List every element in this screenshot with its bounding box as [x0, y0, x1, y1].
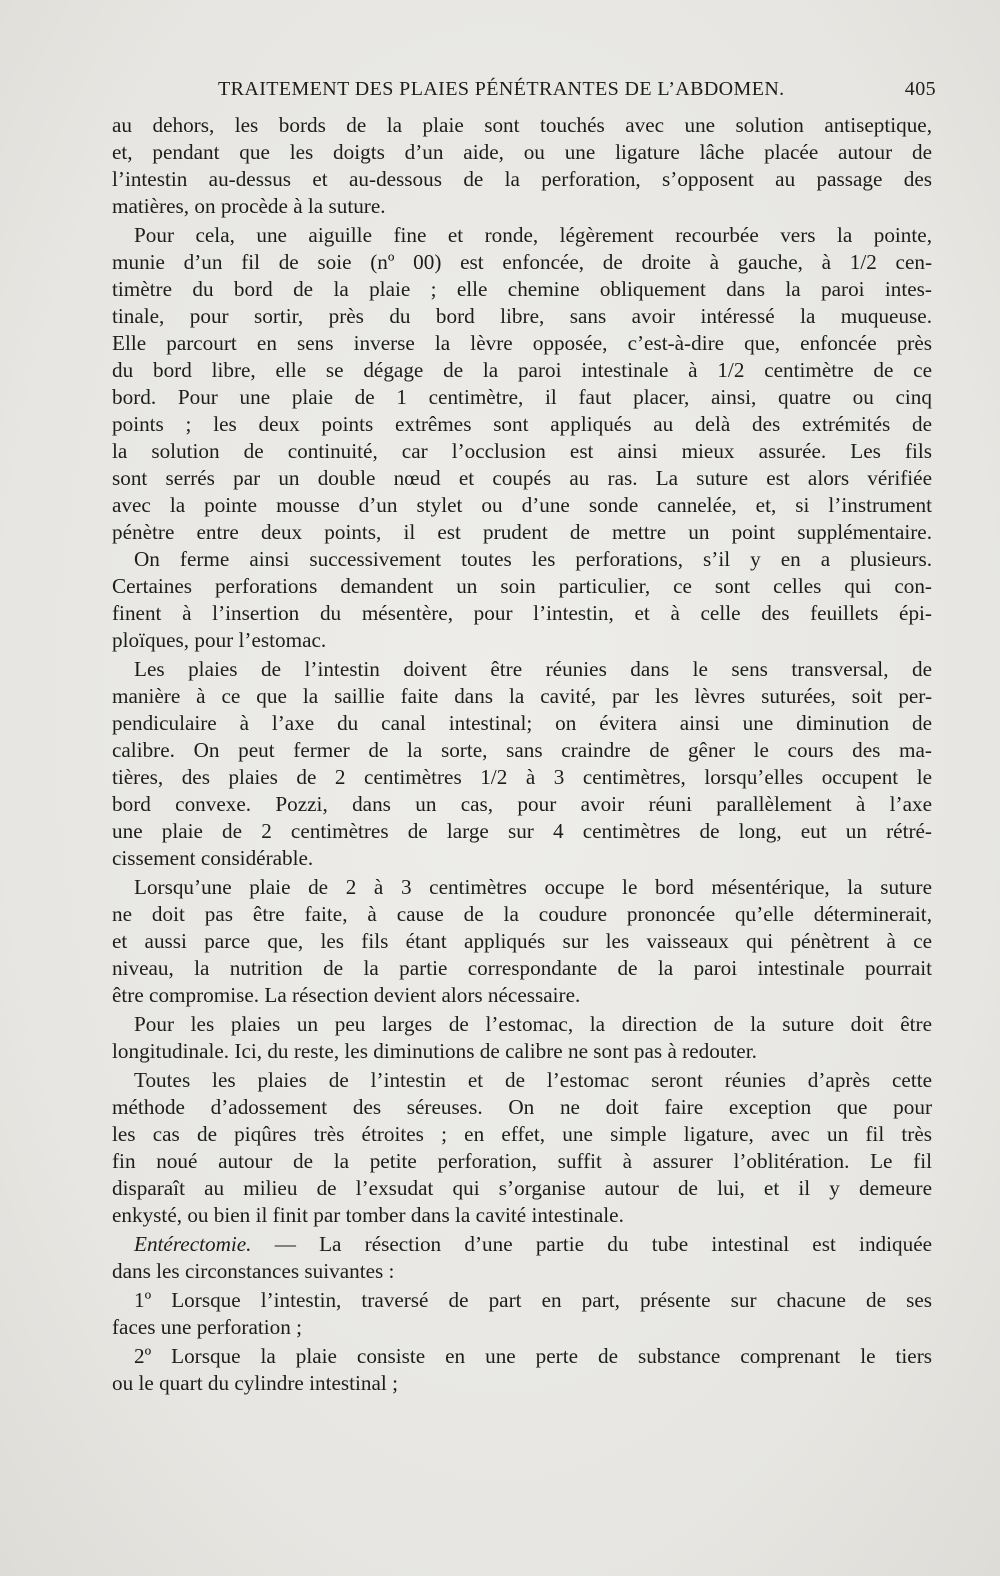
text-line: Toutes les plaies de l’intestin et de l’estomac seront réunies d’après cette	[134, 1068, 932, 1092]
text-line: cissement considérable.	[112, 846, 314, 870]
text-line: disparaît au milieu de l’exsudat qui s’organise autour de lui, et il y demeure	[112, 1176, 932, 1200]
page-number: 405	[904, 78, 936, 100]
text-line: être compromise. La résection devient alors nécessaire.	[112, 983, 581, 1007]
text-line: les cas de piqûres très étroites ; en effet, une simple ligature, avec un fil très	[112, 1122, 932, 1146]
text-line: dans les circonstances suivantes :	[112, 1259, 395, 1283]
text-line: sont serrés par un double nœud et coupés au ras. La suture est alors vérifiée	[112, 466, 932, 490]
text-line: Pour cela, une aiguille fine et ronde, légèrement recourbée vers la pointe,	[134, 223, 932, 247]
body-text	[112, 112, 932, 1397]
text-line: 2º Lorsque la plaie consiste en une perte de substance comprenant le tiers	[134, 1344, 932, 1368]
text-line: fin noué autour de la petite perforation, suffit à assurer l’oblitération. Le fil	[112, 1149, 932, 1173]
text-line: enkysté, ou bien il finit par tomber dans la cavité intestinale.	[112, 1203, 624, 1227]
text-line: tières, des plaies de 2 centimètres 1/2 à 3 centimètres, lorsqu’elles occupent le	[112, 765, 932, 789]
text-line: bord convexe. Pozzi, dans un cas, pour avoir réuni parallèlement à l’axe	[112, 792, 932, 816]
text-line: au dehors, les bords de la plaie sont touchés avec une solution antiseptique,	[112, 113, 932, 137]
section-title-enterectomie: Entérectomie.	[134, 1232, 252, 1256]
text-line: et aussi parce que, les fils étant appliqués sur les vaisseaux qui pénètrent à ce	[112, 929, 932, 953]
running-title: TRAITEMENT DES PLAIES PÉNÉTRANTES DE L’ABDOMEN.	[218, 78, 785, 100]
text-line: ploïques, pour l’estomac.	[112, 628, 327, 652]
text-line: 1º Lorsque l’intestin, traversé de part en part, présente sur chacune de ses	[134, 1288, 932, 1312]
text-line: Pour les plaies un peu larges de l’estomac, la direction de la suture doit être	[134, 1012, 932, 1036]
text-line: du bord libre, elle se dégage de la paroi intestinale à 1/2 centimètre de ce	[112, 358, 932, 382]
text-line: munie d’un fil de soie (nº 00) est enfoncée, de droite à gauche, à 1/2 cen-	[112, 250, 932, 274]
text-line: une plaie de 2 centimètres de large sur 4 centimètres de long, eut un rétré-	[112, 819, 932, 843]
text-line: pendiculaire à l’axe du canal intestinal; on évitera ainsi une diminution de	[112, 711, 932, 735]
text-line: calibre. On peut fermer de la sorte, sans craindre de gêner le cours des ma-	[112, 738, 932, 762]
text-line: et, pendant que les doigts d’un aide, ou une ligature lâche placée autour de	[112, 140, 932, 164]
text-line: pénètre entre deux points, il est prudent de mettre un point supplémentaire.	[112, 520, 932, 544]
text-line: finent à l’insertion du mésentère, pour l’intestin, et à celle des feuillets épi-	[112, 601, 932, 625]
text-line: bord. Pour une plaie de 1 centimètre, il faut placer, ainsi, quatre ou cinq	[112, 385, 932, 409]
text-line: Certaines perforations demandent un soin particulier, ce sont celles qui con-	[112, 574, 932, 598]
text-line: longitudinale. Ici, du reste, les diminutions de calibre ne sont pas à redouter.	[112, 1039, 757, 1063]
text-line: niveau, la nutrition de la partie correspondante de la paroi intestinale pourrait	[112, 956, 932, 980]
text-line: tinale, pour sortir, près du bord libre, sans avoir intéressé la muqueuse.	[112, 304, 932, 328]
text-line: Lorsqu’une plaie de 2 à 3 centimètres occupe le bord mésentérique, la suture	[134, 875, 932, 899]
text-line: matières, on procède à la suture.	[112, 194, 386, 218]
text-line: timètre du bord de la plaie ; elle chemine obliquement dans la paroi intes-	[112, 277, 932, 301]
text-line: On ferme ainsi successivement toutes les perforations, s’il y en a plusieurs.	[134, 547, 932, 571]
text-line: faces une perforation ;	[112, 1315, 303, 1339]
text-line: Les plaies de l’intestin doivent être réunies dans le sens transversal, de	[134, 657, 932, 681]
text-line: ou le quart du cylindre intestinal ;	[112, 1371, 398, 1395]
text-line: Elle parcourt en sens inverse la lèvre opposée, c’est-à-dire que, enfoncée près	[112, 331, 932, 355]
text-line	[112, 1231, 932, 1258]
text-line: manière à ce que la saillie faite dans la cavité, par les lèvres suturées, soit per-	[112, 684, 932, 708]
text-line: ne doit pas être faite, à cause de la coudure prononcée qu’elle déterminerait,	[112, 902, 932, 926]
text-line: points ; les deux points extrêmes sont appliqués au delà des extrémités de	[112, 412, 932, 436]
text-line: avec la pointe mousse d’un stylet ou d’une sonde cannelée, et, si l’instrument	[112, 493, 932, 517]
text-line: la solution de continuité, car l’occlusion est ainsi mieux assurée. Les fils	[112, 439, 932, 463]
text-line: méthode d’adossement des séreuses. On ne doit faire exception que pour	[112, 1095, 932, 1119]
text-span: — La résection d’une partie du tube intestinal est indiquée	[274, 1232, 932, 1256]
text-line: l’intestin au-dessus et au-dessous de la perforation, s’opposent au passage des	[112, 167, 932, 191]
